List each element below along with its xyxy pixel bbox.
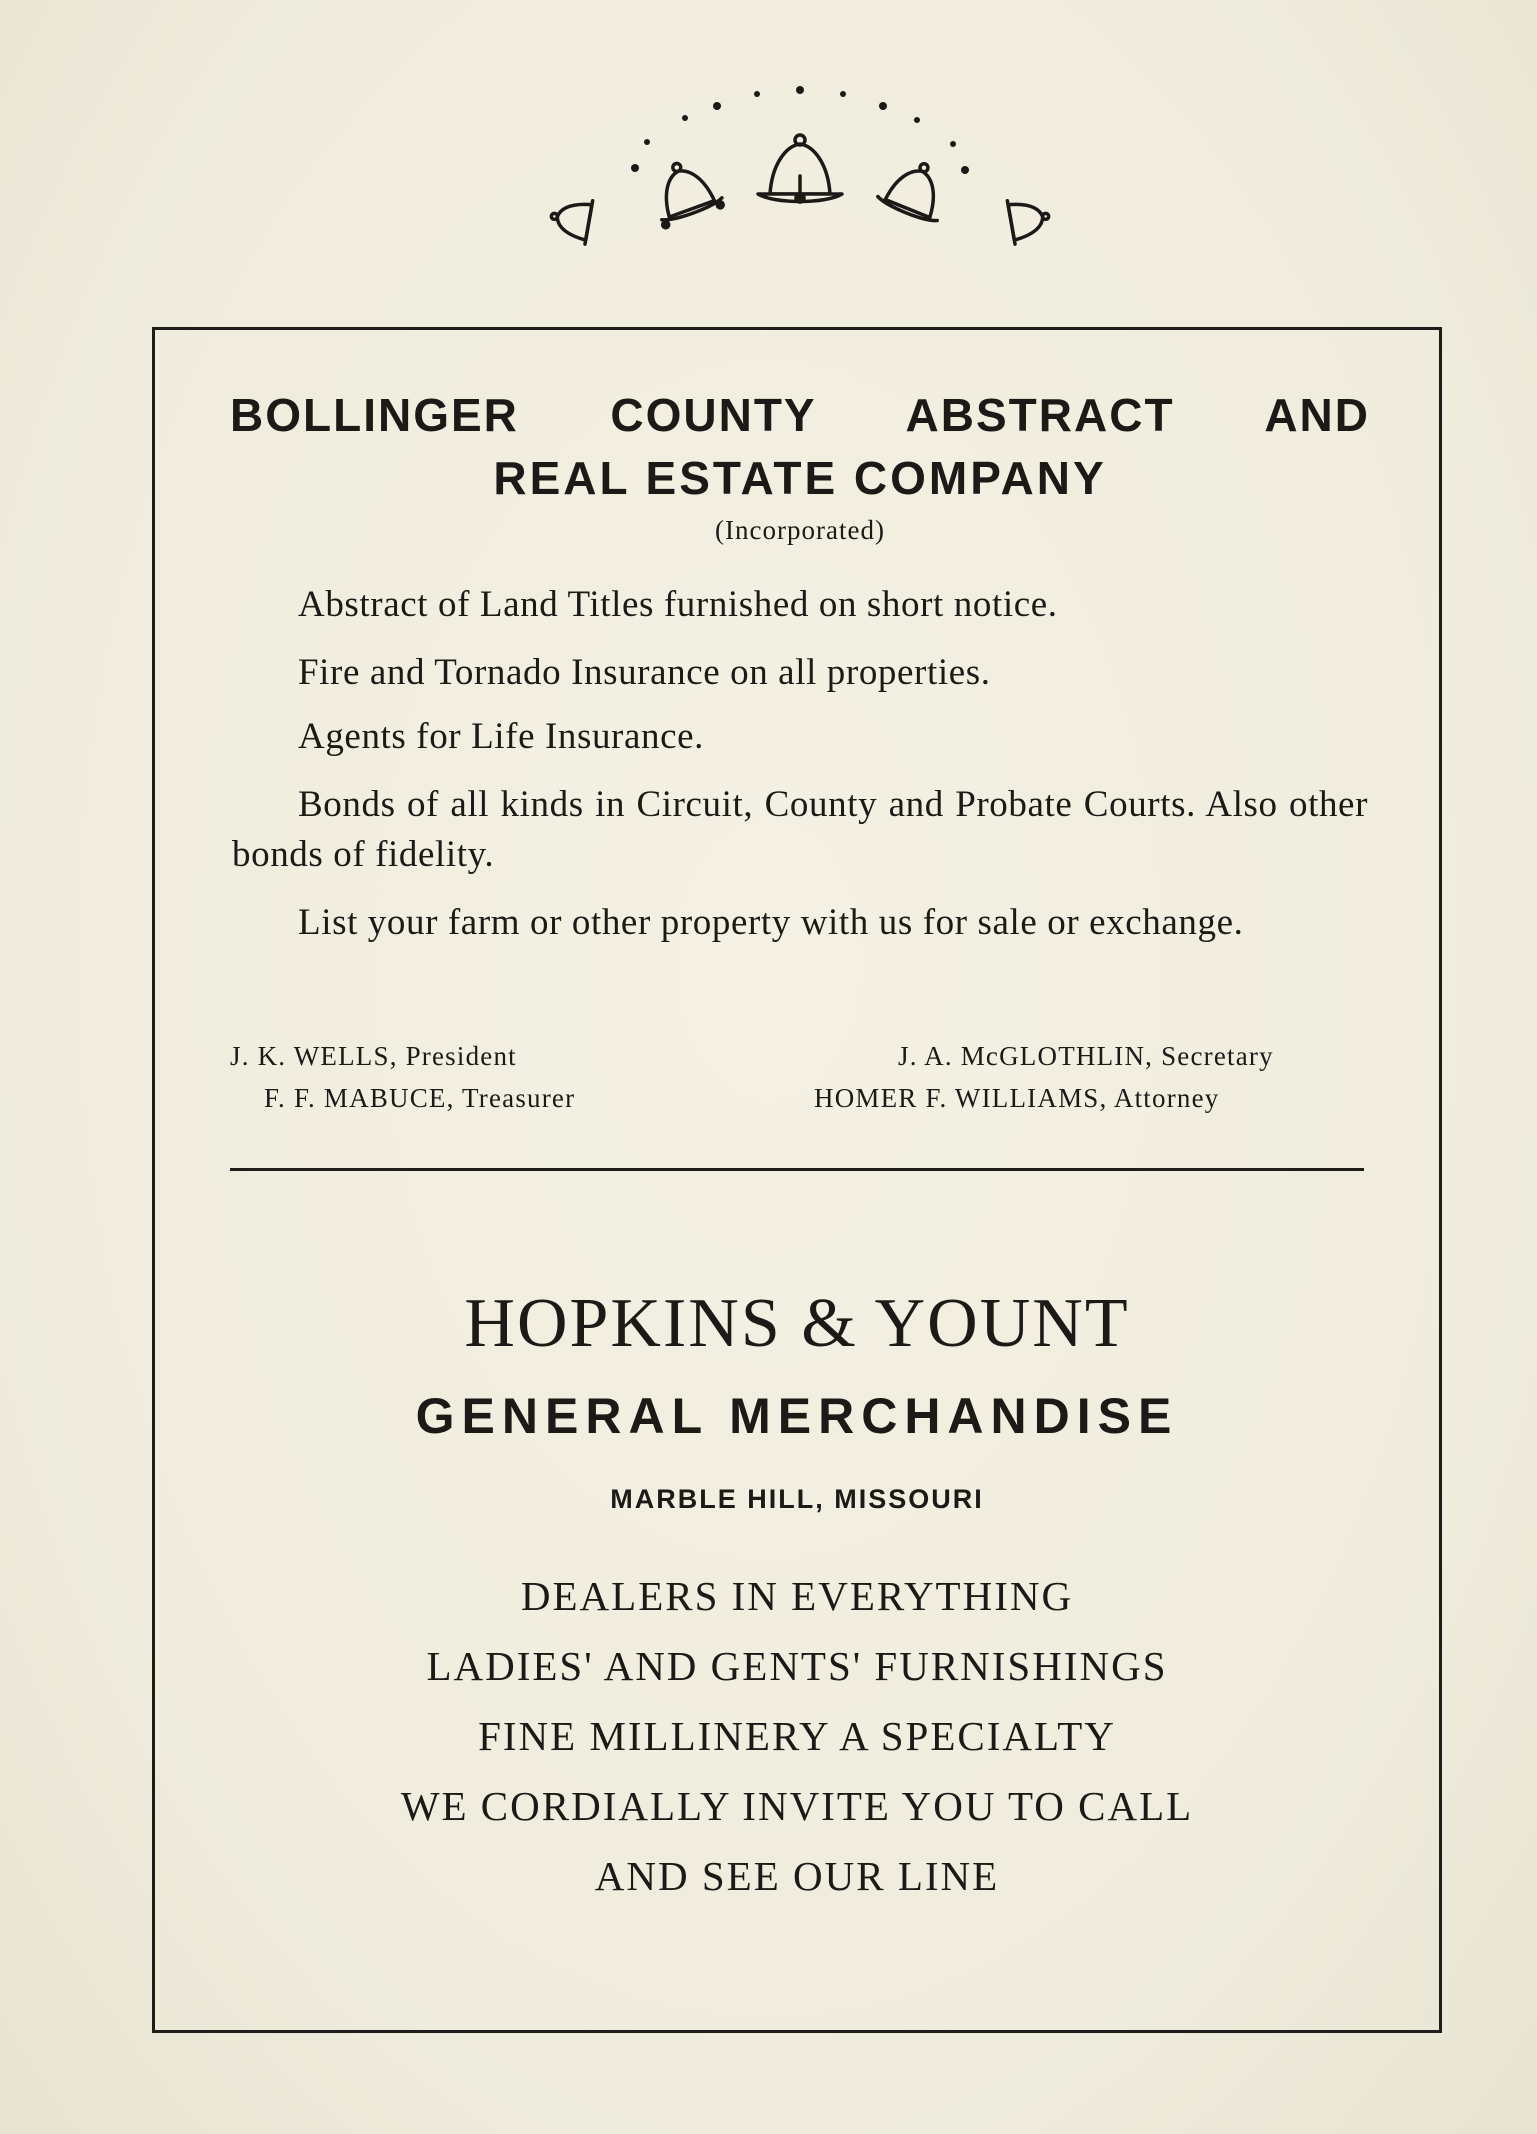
bells-ornament-icon xyxy=(545,80,1055,270)
officer-president: J. K. WELLS, President xyxy=(230,1041,517,1071)
merchant-slogan-line: LADIES' AND GENTS' FURNISHINGS xyxy=(426,1643,1168,1689)
merchant-slogan-line: WE CORDIALLY INVITE YOU TO CALL xyxy=(400,1783,1194,1829)
merchant-subtitle: GENERAL MERCHANDISE xyxy=(415,1388,1179,1444)
merchant-location: MARBLE HILL, MISSOURI xyxy=(610,1484,984,1514)
merchant-slogan-line: DEALERS IN EVERYTHING xyxy=(520,1573,1074,1619)
officer-treasurer: F. F. MABUCE, Treasurer xyxy=(264,1083,576,1113)
service-paragraph: List your farm or other property with us for sale or exchange. xyxy=(298,902,1244,943)
section-divider xyxy=(230,1168,1364,1171)
service-paragraph: Abstract of Land Titles furnished on short notice. xyxy=(298,584,1058,625)
service-paragraph: Agents for Life Insurance. xyxy=(298,716,704,757)
officer-attorney: HOMER F. WILLIAMS, Attorney xyxy=(814,1083,1220,1113)
service-paragraph: Fire and Tornado Insurance on all properties. xyxy=(298,652,991,693)
merchant-slogan-line: AND SEE OUR LINE xyxy=(594,1853,1000,1899)
incorporated-note: (Incorporated) xyxy=(715,515,885,545)
service-paragraph: Bonds of all kinds in Circuit, County and Probate Courts. Also other bonds of fidelity. xyxy=(232,784,1368,875)
officer-secretary: J. A. McGLOTHLIN, Secretary xyxy=(898,1041,1274,1071)
abstract-company-title-line1: BOLLINGER COUNTY ABSTRACT AND xyxy=(230,389,1370,441)
merchant-slogan-line: FINE MILLINERY A SPECIALTY xyxy=(478,1713,1116,1759)
merchant-name: HOPKINS & YOUNT xyxy=(464,1285,1130,1362)
abstract-company-title-line2: REAL ESTATE COMPANY xyxy=(493,452,1107,504)
